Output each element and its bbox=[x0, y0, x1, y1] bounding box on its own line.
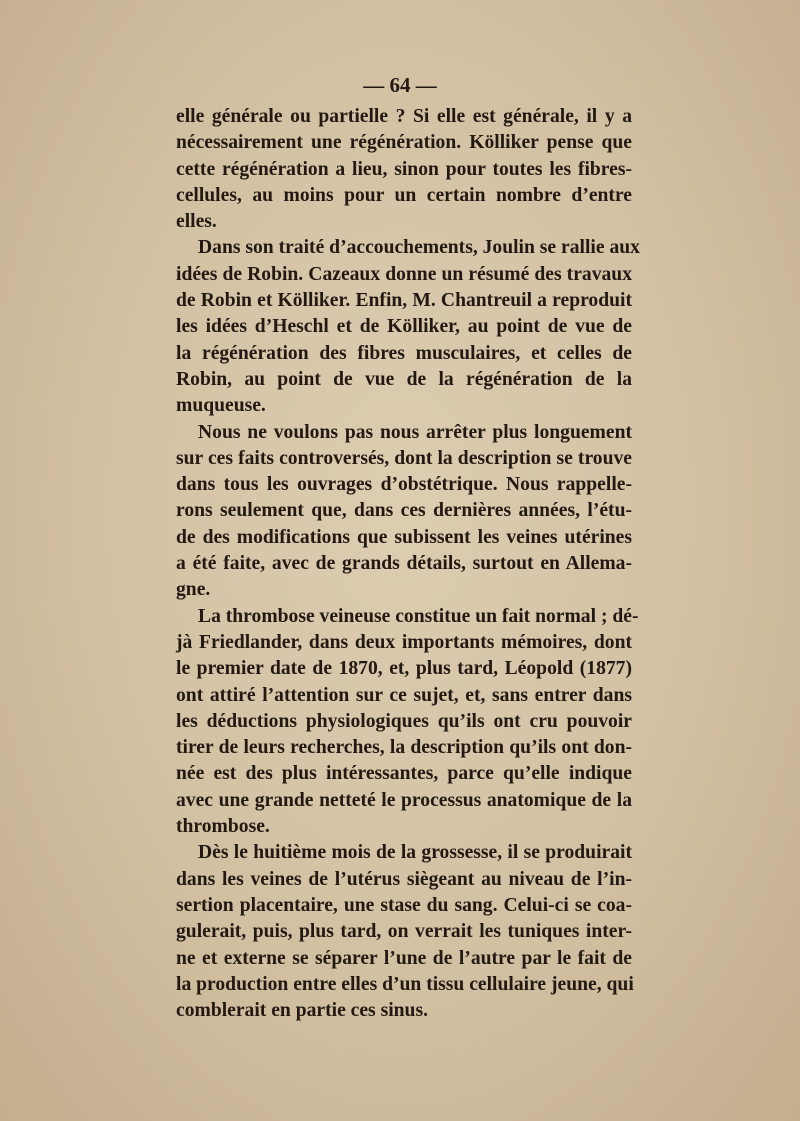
text-line: gne. bbox=[176, 579, 211, 601]
paragraph bbox=[176, 420, 632, 604]
text-line: le premier date de 1870, et, plus tard, Léopold (1877) bbox=[176, 658, 632, 680]
text-line: ne et externe se séparer l’une de l’autre par le fait de bbox=[176, 947, 632, 969]
text-line: les idées d’Heschl et de Kölliker, au point de vue de bbox=[176, 316, 632, 338]
text-line: dans les veines de l’utérus siègeant au niveau de l’in- bbox=[176, 868, 632, 890]
text-line: la régénération des fibres musculaires, et celles de bbox=[176, 342, 632, 364]
body-text bbox=[176, 104, 640, 1024]
text-line: gulerait, puis, plus tard, on verrait les tuniques inter- bbox=[176, 921, 632, 943]
text-line: de Robin et Kölliker. Enfin, M. Chantreuil a reproduit bbox=[176, 290, 632, 312]
text-line: rons seulement que, dans ces dernières années, l’étu- bbox=[176, 500, 632, 522]
text-line: muqueuse. bbox=[176, 395, 266, 417]
text-line: avec une grande netteté le processus anatomique de la bbox=[176, 789, 632, 811]
text-line: elle générale ou partielle ? Si elle est générale, il y a bbox=[176, 106, 632, 127]
text-line: Robin, au point de vue de la régénération de la bbox=[176, 368, 632, 390]
text-line: a été faite, avec de grands détails, surtout en Allema- bbox=[176, 553, 632, 575]
text-line: Dès le huitième mois de la grossesse, il se produirait bbox=[198, 842, 632, 864]
paragraph bbox=[176, 235, 640, 419]
text-line: sur ces faits controversés, dont la description se trouve bbox=[176, 447, 632, 469]
text-line: elles. bbox=[176, 211, 217, 233]
text-line: ont attiré l’attention sur ce sujet, et, sans entrer dans bbox=[176, 684, 632, 706]
text-line: dans tous les ouvrages d’obstétrique. Nous rappelle- bbox=[176, 474, 632, 496]
text-line: comblerait en partie ces sinus. bbox=[176, 1000, 428, 1022]
text-line: nécessairement une régénération. Kölliker pense que bbox=[176, 132, 632, 154]
text-line: née est des plus intéressantes, parce qu’elle indique bbox=[176, 763, 632, 785]
text-line: Nous ne voulons pas nous arrêter plus longuement bbox=[198, 421, 632, 443]
paragraph bbox=[176, 104, 632, 235]
text-line: cette régénération a lieu, sinon pour toutes les fibres- bbox=[176, 158, 632, 180]
text-line: La thrombose veineuse constitue un fait normal ; dé- bbox=[198, 605, 639, 627]
page-number: — 64 — bbox=[363, 73, 437, 97]
paragraph bbox=[176, 604, 639, 841]
text-line: la production entre elles d’un tissu cellulaire jeune, qui bbox=[176, 973, 634, 995]
paragraph bbox=[176, 840, 632, 1024]
text-line: jà Friedlander, dans deux importants mémoires, dont bbox=[176, 631, 632, 653]
text-line: sertion placentaire, une stase du sang. Celui-ci se coa- bbox=[176, 894, 632, 916]
text-line: les déductions physiologiques qu’ils ont cru pouvoir bbox=[176, 710, 632, 732]
text-line: thrombose. bbox=[176, 816, 270, 838]
text-line: de des modifications que subissent les veines utérines bbox=[176, 526, 632, 548]
text-line: Dans son traité d’accouchements, Joulin se rallie aux bbox=[198, 237, 640, 259]
text-line: idées de Robin. Cazeaux donne un résumé des travaux bbox=[176, 263, 632, 285]
text-line: cellules, au moins pour un certain nombre d’entre bbox=[176, 184, 632, 206]
text-line: tirer de leurs recherches, la description qu’ils ont don- bbox=[176, 737, 632, 759]
